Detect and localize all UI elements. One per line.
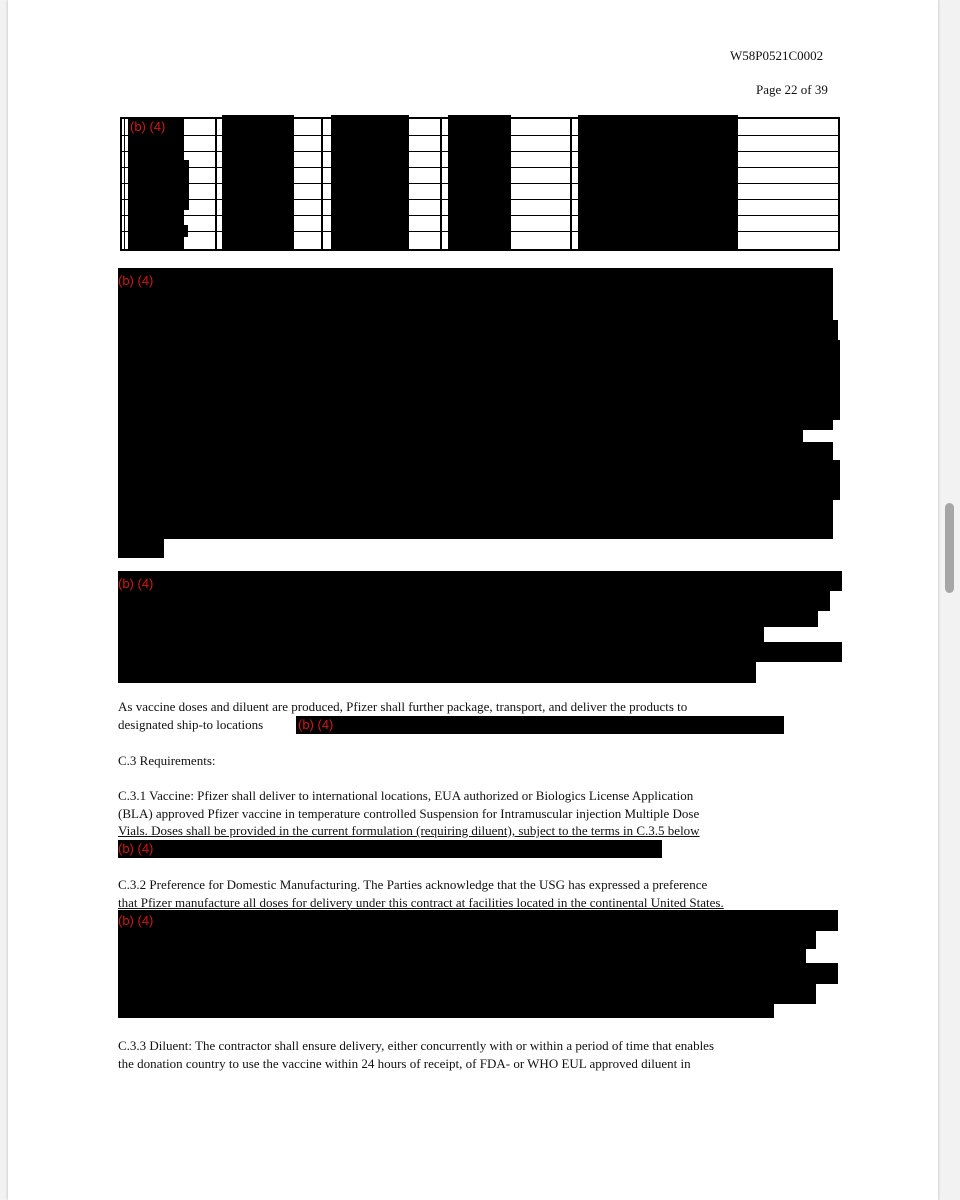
inline-redaction [118, 840, 662, 858]
redaction-code: (b) (4) [298, 717, 334, 732]
page-number: Page 22 of 39 [756, 82, 828, 97]
scrollbar[interactable] [940, 0, 960, 1200]
redaction-code: (b) (4) [118, 841, 154, 856]
redaction-code: (b) (4) [118, 913, 154, 928]
redaction-code: (b) (4) [118, 273, 154, 288]
contract-number: W58P0521C0002 [730, 48, 824, 63]
c33-paragraph: C.3.3 Diluent: The contractor shall ensure delivery, either concurrently with or within a period of time that enables the donation country to use the vaccine within 24 hours of receipt, of FDA- or WHO EUL approved diluent in [118, 1038, 715, 1071]
c31-paragraph: C.3.1 Vaccine: Pfizer shall deliver to international locations, EUA authorized or Biologics License Application (BLA) approved Pfizer vaccine in temperature controlled Suspension for Intramuscular injection Multiple Dose Vials. Doses shall be provided in the current formulation (requiring diluent), subject to the terms in C.3.5 below [118, 788, 700, 838]
inline-redaction [296, 716, 784, 734]
scrollbar-thumb[interactable] [945, 503, 954, 593]
document-page [8, 0, 938, 1200]
delivery-paragraph: As vaccine doses and diluent are produced, Pfizer shall further package, transport, and deliver the products to designated ship-to locations [118, 699, 688, 732]
c32-paragraph: C.3.2 Preference for Domestic Manufacturing. The Parties acknowledge that the USG has expressed a preference that Pfizer manufacture all doses for delivery under this contract at facilities located in the continental United States. [118, 877, 724, 910]
section-heading: C.3 Requirements: [118, 753, 216, 768]
redaction-code: (b) (4) [130, 119, 166, 134]
redaction-code: (b) (4) [118, 576, 154, 591]
